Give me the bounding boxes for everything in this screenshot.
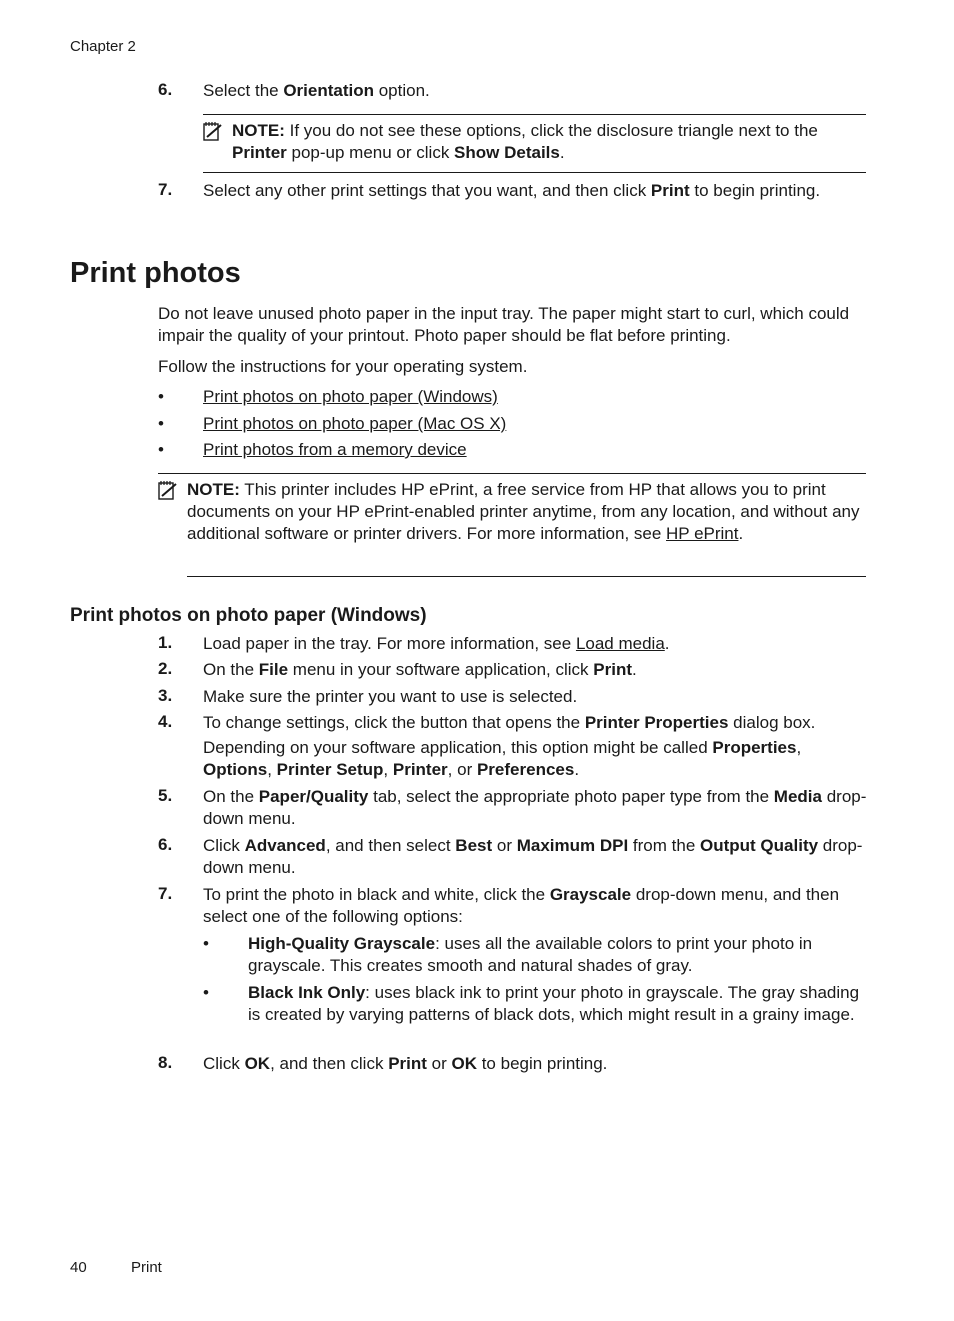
step-text: To change settings, click the button that opens the Printer Properties dialog box. — [203, 713, 816, 732]
step-text: Click Advanced, and then select Best or Maximum DPI from the Output Quality drop-down menu. — [203, 836, 863, 877]
bullet: • — [158, 440, 164, 459]
note-text: NOTE: This printer includes HP ePrint, a free service from HP that allows you to print documents on your HP ePrint-enabled printer anytime, from any location, and without any additional software or printer drivers. For more information, see HP ePrint. — [187, 480, 860, 543]
option-item: Black Ink Only: uses black ink to print your photo in grayscale. The gray shading is created by varying patterns of black dots, which might result in a grainy image. — [248, 983, 860, 1024]
instructions-paragraph: Follow the instructions for your operating system. — [158, 357, 528, 376]
note-text: NOTE: If you do not see these options, click the disclosure triangle next to the Printer pop-up menu or click Show Details. — [232, 121, 818, 162]
bullet: • — [203, 934, 209, 953]
step-number: 8. — [158, 1053, 173, 1072]
link-mac[interactable]: Print photos on photo paper (Mac OS X) — [203, 414, 507, 433]
step-number: 2. — [158, 659, 173, 678]
step-text: On the File menu in your software application, click Print. — [203, 660, 637, 679]
list-item — [203, 439, 868, 461]
step-continuation: Depending on your software application, this option might be called Properties, Options, Printer Setup, Printer, or Preferences. — [203, 738, 802, 779]
step-text: To print the photo in black and white, click the Grayscale drop-down menu, and then select one of the following options: — [203, 885, 840, 926]
footer-section-label: Print — [131, 1259, 162, 1276]
step-number: 7. — [158, 180, 173, 199]
note-icon — [157, 480, 179, 502]
step-text: Select the Orientation option. — [203, 81, 430, 100]
list-item — [203, 413, 868, 435]
subsection-title: Print photos on photo paper (Windows) — [70, 605, 427, 626]
note-bottom-rule — [187, 576, 866, 577]
option-item: High-Quality Grayscale: uses all the available colors to print your photo in grayscale. This creates smooth and natural shades of gray. — [248, 934, 813, 975]
page-number: 40 — [70, 1259, 87, 1276]
bullet: • — [203, 983, 209, 1002]
bullet: • — [158, 387, 164, 406]
step-number: 6. — [158, 80, 173, 99]
step-text: Load paper in the tray. For more information, see Load media. — [203, 634, 670, 653]
list-item — [203, 386, 868, 408]
chapter-header: Chapter 2 — [70, 38, 136, 55]
step-number: 7. — [158, 884, 173, 903]
bullet: • — [158, 414, 164, 433]
step-text: Make sure the printer you want to use is selected. — [203, 687, 578, 706]
note-top-rule — [158, 473, 866, 474]
note-top-rule — [203, 114, 866, 115]
link-hp-eprint[interactable]: HP ePrint — [666, 524, 739, 543]
step-text: On the Paper/Quality tab, select the appropriate photo paper type from the Media drop-down menu. — [203, 787, 867, 828]
step-number: 4. — [158, 712, 173, 731]
intro-paragraph: Do not leave unused photo paper in the input tray. The paper might start to curl, which could impair the quality of your printout. Photo paper should be flat before printing. — [158, 304, 850, 345]
step-number: 3. — [158, 686, 173, 705]
link-windows[interactable]: Print photos on photo paper (Windows) — [203, 387, 498, 406]
section-title: Print photos — [70, 257, 241, 289]
step-text: Click OK, and then click Print or OK to begin printing. — [203, 1054, 608, 1073]
step-number: 5. — [158, 786, 173, 805]
step-text: Select any other print settings that you want, and then click Print to begin printing. — [203, 181, 821, 200]
link-memory-device[interactable]: Print photos from a memory device — [203, 440, 467, 459]
step-number: 1. — [158, 633, 173, 652]
step-number: 6. — [158, 835, 173, 854]
note-icon — [202, 121, 224, 143]
note-bottom-rule — [203, 172, 866, 173]
link-load-media[interactable]: Load media — [575, 634, 665, 653]
